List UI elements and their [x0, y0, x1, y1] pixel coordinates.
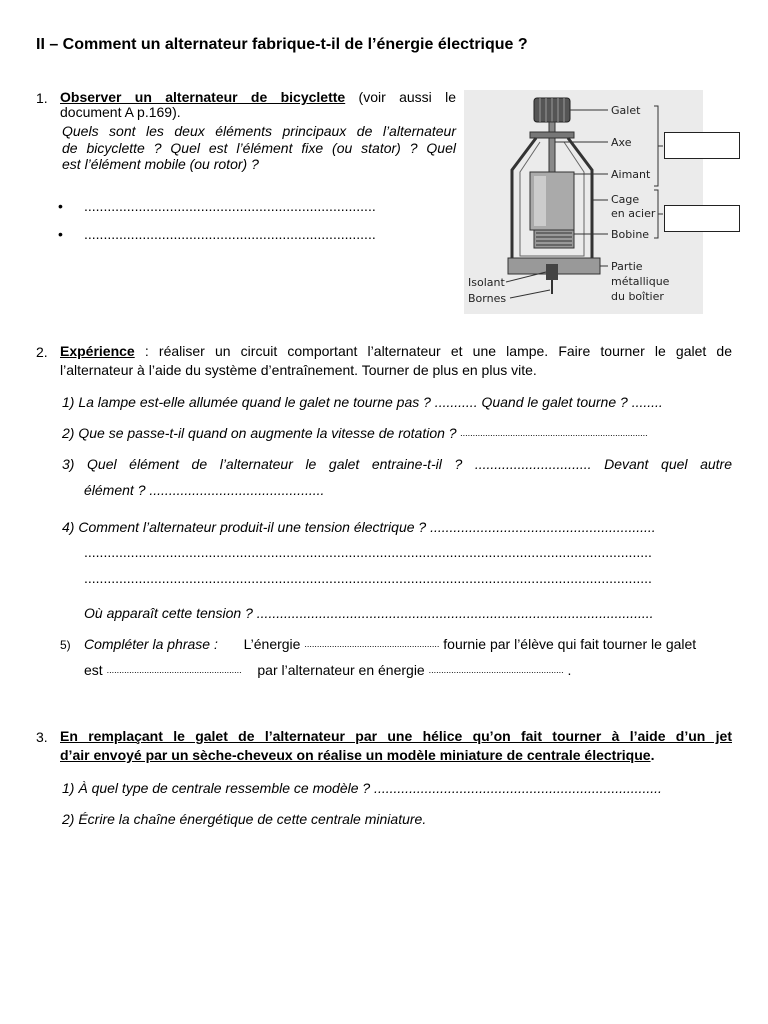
section2-q3a: 3) Quel élément de l’alternateur le galet entraine-t-il ? .............................. Devant quel autre	[62, 456, 732, 472]
section2-q5-b: fournie par l’élève qui fait tourner le galet	[443, 636, 697, 652]
answer-line-1[interactable]: ...........................................................................	[84, 198, 376, 214]
section3-q2: 2) Écrire la chaîne énergétique de cette centrale miniature.	[62, 811, 427, 827]
section2-q5-label: Compléter la phrase :	[84, 636, 218, 652]
section1-q1: Quels sont les deux éléments principaux de l’alternateur	[62, 123, 456, 139]
label-cage-2: en acier	[611, 207, 656, 220]
section1-q3: est l’élément mobile (ou rotor) ?	[62, 156, 259, 172]
section2-heading: Expérience	[60, 343, 135, 359]
section2-intro-line2: l’alternateur à l’aide du système d’entraînement. Tourner de plus en plus vite.	[60, 362, 537, 378]
section2-q4-answer-line-2[interactable]: ..................................................................................................................................................	[84, 570, 652, 586]
section2-q5-a: L’énergie	[243, 636, 301, 652]
bullet-marker-2: •	[58, 226, 63, 242]
stator-rotor-answer-box-2[interactable]	[664, 205, 740, 232]
section2-q5-line2	[84, 662, 571, 678]
section2-q5-blank-2[interactable]: ......................................................	[106, 665, 242, 675]
section3-heading-line2	[60, 747, 654, 763]
section1-intro	[60, 89, 456, 120]
section1-q2: de bicyclette ? Quel est l’élément fixe (ou stator) ? Quel	[62, 140, 456, 156]
section1-number: 1.	[36, 90, 48, 106]
section2-q1: 1) La lampe est-elle allumée quand le galet ne tourne pas ? ........... Quand le galet tourne ? ........	[62, 394, 663, 410]
label-partie-3: du boîtier	[611, 290, 664, 303]
section3-number: 3.	[36, 729, 48, 745]
label-partie-1: Partie	[611, 260, 643, 273]
section2-q2-text: 2) Que se passe-t-il quand on augmente la vitesse de rotation ?	[62, 425, 457, 441]
stator-rotor-answer-box-1[interactable]	[664, 132, 740, 159]
alternator-diagram	[464, 90, 703, 314]
section3-heading-end: .	[650, 747, 655, 763]
section2-q5-c: est	[84, 662, 103, 678]
label-aimant: Aimant	[611, 168, 651, 181]
bobine-shape	[534, 230, 574, 248]
section2-q2-dots[interactable]: ...........................................................................	[460, 428, 649, 438]
bornes-shape	[546, 264, 558, 280]
bullet-marker-1: •	[58, 198, 63, 214]
section2-q4-answer-line-1[interactable]: ..................................................................................................................................................	[84, 544, 652, 560]
section2-q5-e: .	[567, 662, 572, 678]
section2-intro-line1	[60, 343, 732, 359]
label-bornes: Bornes	[468, 292, 507, 305]
section2-q5-line1	[84, 636, 696, 652]
section2-q4a: 4) Comment l’alternateur produit-il une tension électrique ? ..........................................................	[62, 519, 656, 535]
section2-q5-d: par l’alternateur en énergie	[257, 662, 425, 678]
page-title: II – Comment un alternateur fabrique-t-il de l’énergie électrique ?	[36, 36, 528, 53]
alternator-drawing	[464, 90, 703, 314]
label-isolant: Isolant	[468, 276, 505, 289]
label-partie-2: métallique	[611, 275, 670, 288]
section2-q5-blank-1[interactable]: ......................................................	[304, 639, 440, 649]
section1-heading: Observer un alternateur de bicyclette	[60, 89, 346, 105]
section3-heading-text: d’air envoyé par un sèche-cheveux on réalise un modèle miniature de centrale électrique	[60, 747, 651, 763]
section3-heading-line1: En remplaçant le galet de l’alternateur par une hélice qu’on fait tourner à l’aide d’un jet	[60, 728, 732, 744]
section2-intro-text: : réaliser un circuit comportant l’alternateur et une lampe. Faire tourner le galet de	[144, 343, 733, 359]
section2-q5-blank-3[interactable]: ......................................................	[428, 665, 564, 675]
section2-q5-number: 5)	[60, 638, 71, 652]
answer-line-2[interactable]: ...........................................................................	[84, 226, 376, 242]
section1-ref-b: document A p.169).	[60, 104, 181, 120]
label-bobine: Bobine	[611, 228, 650, 241]
section2-number: 2.	[36, 344, 48, 360]
label-galet: Galet	[611, 104, 641, 117]
label-cage-1: Cage	[611, 193, 640, 206]
section1-ref-a: (voir aussi le	[358, 89, 456, 105]
section2-q4d: Où apparaît cette tension ? ......................................................................................................	[84, 605, 654, 621]
section3-q1: 1) À quel type de centrale ressemble ce modèle ? ..........................................................................	[62, 780, 662, 796]
section2-q3b: élément ? .............................................	[84, 482, 325, 498]
section2-q2	[62, 425, 648, 441]
label-axe: Axe	[611, 136, 632, 149]
